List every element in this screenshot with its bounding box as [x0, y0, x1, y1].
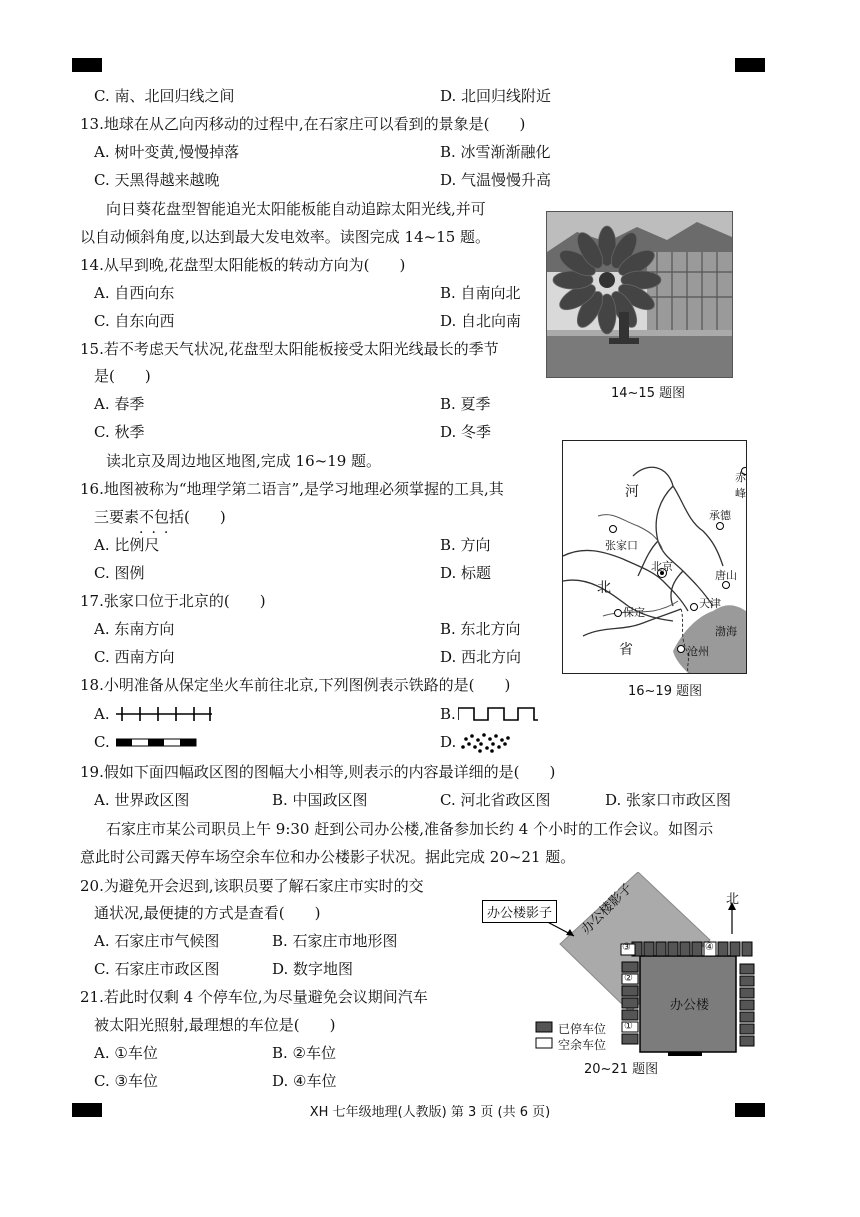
map-label-zhangjiakou: 张家口 — [605, 539, 638, 552]
q14-option-c: C. 自东向西 — [94, 312, 175, 330]
legend-empty-label: 空余车位 — [558, 1038, 607, 1052]
q19-option-a: A. 世界政区图 — [94, 791, 190, 809]
q21-stem-line2: 被太阳光照射,最理想的车位是( ) — [94, 1016, 336, 1034]
q12-option-c: C. 南、北回归线之间 — [94, 87, 235, 105]
q16-option-b: B. 方向 — [440, 536, 491, 554]
q16-stem-line2 — [94, 507, 226, 541]
intro-20-21-line1: 石家庄市某公司职员上午 9:30 赶到公司办公楼,准备参加长约 4 个小时的工作会议。如图示 — [106, 820, 714, 838]
legend-symbol-dots — [460, 731, 512, 753]
q13-option-b: B. 冰雪渐渐融化 — [440, 143, 551, 161]
q17-stem: 17.张家口位于北京的( ) — [80, 592, 266, 610]
q18-option-c: C. — [94, 732, 110, 752]
building-label: 办公楼 — [670, 998, 710, 1013]
q21-option-b: B. ②车位 — [272, 1044, 337, 1062]
map-label-sheng: 省 — [619, 642, 633, 658]
bohai-sea-area — [673, 605, 746, 673]
q12-option-d: D. 北回归线附近 — [440, 87, 552, 105]
q21-option-d: D. ④车位 — [272, 1072, 337, 1090]
q16-stem-line1: 16.地图被称为“地理学第二语言”,是学习地理必须掌握的工具,其 — [80, 480, 504, 498]
q18-stem: 18.小明准备从保定坐火车前往北京,下列图例表示铁路的是( ) — [80, 676, 511, 694]
map-label-bei: 北 — [597, 580, 611, 596]
q20-option-a: A. 石家庄市气候图 — [94, 932, 220, 950]
q21-option-c: C. ③车位 — [94, 1072, 158, 1090]
spot-2-label: ② — [624, 973, 633, 984]
q17-option-d: D. 西北方向 — [440, 648, 522, 666]
fig-20-21-caption: 20~21 题图 — [584, 1062, 659, 1077]
map-label-baoding: 保定 — [623, 606, 645, 619]
baoding-marker — [615, 610, 622, 617]
fig-14-15-caption: 14~15 题图 — [611, 386, 686, 401]
parking-lot-figure — [478, 872, 768, 1078]
q15-option-c: C. 秋季 — [94, 423, 145, 441]
map-label-tianjin: 天津 — [699, 597, 721, 610]
q16-emphasis: 不包括 ··· — [139, 508, 185, 541]
map-label-bohai: 渤海 — [715, 625, 737, 638]
q17-option-a: A. 东南方向 — [94, 620, 175, 638]
q14-option-d: D. 自北向南 — [440, 312, 522, 330]
beijing-region-map — [562, 440, 747, 674]
intro-14-15-line2: 以自动倾斜角度,以达到最大发电效率。读图完成 14~15 题。 — [80, 228, 491, 246]
q16-option-d: D. 标题 — [440, 564, 492, 582]
q16-stem-pre: 三要素 — [94, 508, 140, 526]
q21-option-a: A. ①车位 — [94, 1044, 158, 1062]
map-label-he: 河 — [625, 484, 639, 500]
shadow-rotated-text: 办公楼影子 — [578, 880, 636, 938]
chengde-marker — [717, 523, 724, 530]
q20-stem-line2: 通状况,最便捷的方式是查看( ) — [94, 904, 321, 922]
q14-option-b: B. 自南向北 — [440, 284, 521, 302]
map-label-chifeng: 赤峰 — [735, 471, 746, 500]
shadow-callout-label: 办公楼影子 — [482, 900, 557, 923]
page-footer: XH 七年级地理(人教版) 第 3 页 (共 6 页) — [309, 1105, 551, 1120]
legend-symbol-crosses — [116, 705, 216, 723]
q15-option-b: B. 夏季 — [440, 395, 491, 413]
q19-option-b: B. 中国政区图 — [272, 791, 368, 809]
q21-stem-line1: 21.若此时仅剩 4 个停车位,为尽量避免会议期间汽车 — [80, 988, 428, 1006]
q14-stem: 14.从早到晚,花盘型太阳能板的转动方向为( ) — [80, 256, 406, 274]
intro-20-21-line2: 意此时公司露天停车场空余车位和办公楼影子状况。据此完成 20~21 题。 — [80, 848, 576, 866]
q19-stem: 19.假如下面四幅政区图的图幅大小相等,则表示的内容最详细的是( ) — [80, 763, 556, 781]
map-label-chengde: 承德 — [709, 509, 731, 522]
q20-option-d: D. 数字地图 — [272, 960, 354, 978]
q15-option-a: A. 春季 — [94, 395, 145, 413]
fig-16-19-caption: 16~19 题图 — [628, 684, 703, 699]
q13-stem: 13.地球在从乙向丙移动的过程中,在石家庄可以看到的景象是( ) — [80, 115, 526, 133]
q19-option-c: C. 河北省政区图 — [440, 791, 551, 809]
q16-option-c: C. 图例 — [94, 564, 145, 582]
spot-4-label: ④ — [705, 942, 714, 953]
q18-option-d: D. — [440, 732, 456, 752]
spot-1-label: ① — [624, 1021, 633, 1032]
right-parking-column — [740, 964, 754, 1046]
map-label-cangzhou: 沧州 — [687, 645, 709, 658]
intro-14-15-line1: 向日葵花盘型智能追光太阳能板能自动追踪太阳光线,并可 — [106, 200, 486, 218]
legend-occupied-label: 已停车位 — [558, 1022, 607, 1036]
intro-16-19: 读北京及周边地区地图,完成 16~19 题。 — [106, 452, 382, 470]
q16-option-a: A. 比例尺 — [94, 536, 160, 554]
q15-stem-line1: 15.若不考虑天气状况,花盘型太阳能板接受太阳光线最长的季节 — [80, 340, 499, 358]
top-parking-row — [632, 942, 752, 956]
q13-option-a: A. 树叶变黄,慢慢掉落 — [94, 143, 240, 161]
q16-stem-post: ( ) — [184, 508, 226, 526]
q17-option-c: C. 西南方向 — [94, 648, 175, 666]
cangzhou-marker — [678, 646, 685, 653]
q13-option-c: C. 天黑得越来越晚 — [94, 171, 220, 189]
q20-stem-line1: 20.为避免开会迟到,该职员要了解石家庄市实时的交 — [80, 877, 424, 895]
q13-option-d: D. 气温慢慢升高 — [440, 171, 552, 189]
q14-option-a: A. 自西向东 — [94, 284, 175, 302]
zhangjiakou-marker — [610, 526, 617, 533]
q15-stem-line2: 是( ) — [94, 367, 151, 385]
registration-mark-top-left — [72, 58, 102, 72]
tianjin-marker — [691, 604, 698, 611]
q19-option-d: D. 张家口市政区图 — [605, 791, 732, 809]
q15-option-d: D. 冬季 — [440, 423, 492, 441]
legend-symbol-wall — [458, 705, 538, 723]
sunflower-solar-panel-photo — [546, 211, 733, 378]
north-arrow-label: 北 — [726, 892, 740, 907]
q18-option-a: A. — [94, 704, 110, 724]
registration-mark-top-right — [735, 58, 765, 72]
q17-option-b: B. 东北方向 — [440, 620, 521, 638]
spot-3-label: ③ — [622, 942, 631, 953]
q20-option-c: C. 石家庄市政区图 — [94, 960, 220, 978]
legend-symbol-railway — [116, 733, 198, 751]
q18-option-b: B. — [440, 704, 456, 724]
map-label-tangshan: 唐山 — [715, 569, 737, 582]
map-label-beijing: 北京 — [651, 560, 673, 573]
q20-option-b: B. 石家庄市地形图 — [272, 932, 398, 950]
